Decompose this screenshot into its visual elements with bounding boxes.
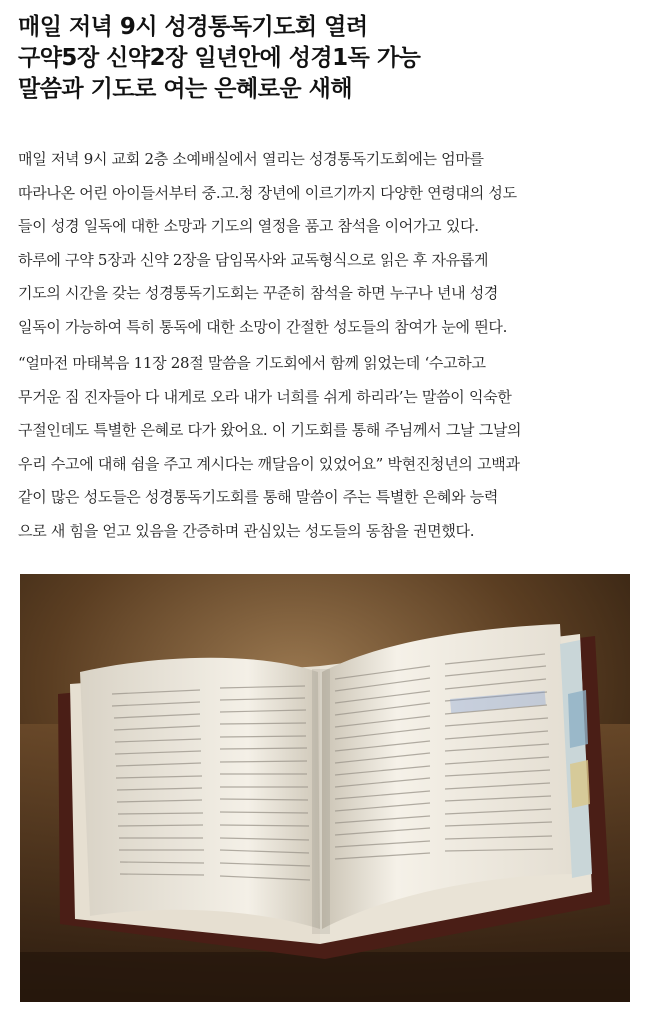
page-edge-yellow — [570, 760, 590, 808]
paragraph-1-line: 하루에 구약 5장과 신약 2장을 담임목사와 교독형식으로 읽은 후 자유롭게 — [18, 250, 489, 269]
paragraph-1-line: 들이 성경 일독에 대한 소망과 기도의 열정을 품고 참석을 이어가고 있다. — [18, 217, 479, 235]
paragraph-2-line: 우리 수고에 대해 쉼을 주고 계시다는 깨달음이 있었어요” 박현진청년의 고백과 — [18, 454, 520, 473]
headline-line-1: 매일 저녁 9시 성경통독기도회 열려 — [18, 14, 368, 40]
spine-shadow — [312, 669, 330, 934]
paragraph-2-line: 같이 많은 성도들은 성경통독기도회를 통해 말씀이 주는 특별한 은혜와 능력 — [18, 488, 499, 506]
paragraph-2-line: “얼마전 마태복음 11장 28절 말씀을 기도회에서 함께 읽었는데 ‘수고하고 — [18, 354, 486, 372]
paragraph-1-line: 매일 저녁 9시 교회 2층 소예배실에서 열리는 성경통독기도회에는 엄마를 — [18, 150, 484, 168]
open-bible-illustration — [20, 574, 630, 1002]
paragraph-1 — [18, 143, 636, 344]
paragraph-2-line: 무거운 짐 진자들아 다 내게로 오라 내가 너희를 쉬게 하리라’는 말씀이 익숙한 — [18, 387, 512, 406]
paragraph-1-line: 일독이 가능하여 특히 통독에 대한 소망이 간절한 성도들의 참여가 눈에 띈다. — [18, 317, 508, 336]
open-bible-photo — [20, 574, 630, 1002]
paragraph-1-line: 기도의 시간을 갖는 성경통독기도회는 꾸준히 참석을 하면 누구나 년내 성경 — [18, 284, 499, 302]
article-body — [18, 143, 636, 548]
headline — [18, 12, 638, 105]
paragraph-2-line: 으로 새 힘을 얻고 있음을 간증하며 관심있는 성도들의 동참을 권면했다. — [18, 521, 475, 540]
page-edge-blue — [568, 690, 588, 748]
headline-line-3: 말씀과 기도로 여는 은혜로운 새해 — [18, 76, 353, 102]
headline-line-2: 구약5장 신약2장 일년안에 성경1독 가능 — [18, 45, 421, 71]
paragraph-2-line: 구절인데도 특별한 은혜로 다가 왔어요. 이 기도회를 통해 주님께서 그날 그날의 — [18, 421, 522, 439]
paragraph-1-line: 따라나온 어린 아이들서부터 중.고.청 장년에 이르기까지 다양한 연령대의 성도 — [18, 183, 517, 202]
table-edge — [20, 952, 630, 1002]
paragraph-2 — [18, 347, 636, 548]
